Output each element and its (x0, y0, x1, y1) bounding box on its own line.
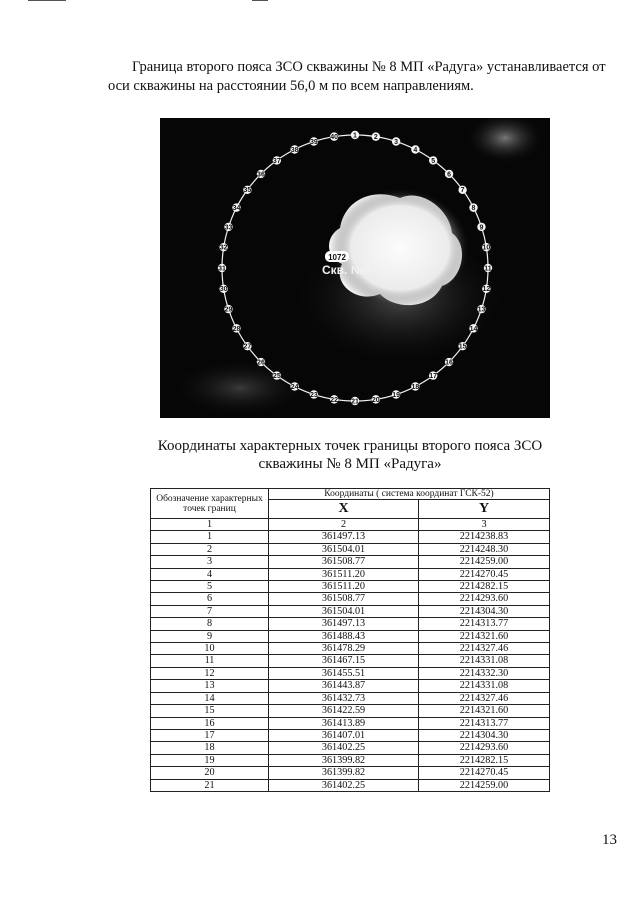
boundary-point-label: 29 (224, 306, 233, 314)
point-number-cell: 7 (151, 605, 269, 617)
boundary-point-label: 19 (392, 391, 400, 399)
boundary-point-label: 26 (257, 359, 265, 367)
boundary-point-label: 24 (290, 383, 299, 391)
table-row (151, 643, 550, 655)
well-number: 1072 (328, 253, 346, 262)
point-number-cell: 20 (151, 767, 269, 779)
x-coordinate-cell: 361432.73 (269, 692, 419, 704)
boundary-point-label: 22 (330, 396, 339, 404)
x-coordinate-cell: 361407.01 (269, 729, 419, 741)
y-coordinate-cell: 2214313.77 (419, 717, 550, 729)
y-coordinate-cell: 2214282.15 (419, 754, 550, 766)
point-number-cell: 3 (151, 556, 269, 568)
x-coordinate-cell: 361443.87 (269, 680, 419, 692)
table-row (151, 556, 550, 568)
header-x: X (269, 500, 419, 519)
boundary-point-label: 38 (290, 146, 299, 154)
table-row (151, 581, 550, 593)
boundary-point-label: 1 (353, 132, 357, 140)
boundary-point-label: 27 (243, 343, 252, 351)
boundary-point-label: 11 (484, 265, 492, 273)
y-coordinate-cell: 2214313.77 (419, 618, 550, 630)
map-canvas (160, 118, 550, 418)
point-number-cell: 8 (151, 618, 269, 630)
boundary-point-label: 34 (232, 205, 241, 213)
point-number-cell: 9 (151, 630, 269, 642)
y-coordinate-cell: 2214259.00 (419, 556, 550, 568)
y-coordinate-cell: 2214282.15 (419, 581, 550, 593)
intro-paragraph (108, 58, 618, 96)
table-row (151, 593, 550, 605)
boundary-point-label: 18 (411, 383, 420, 391)
point-number-cell: 1 (151, 531, 269, 543)
table-row (151, 568, 550, 580)
boundary-point-label: 7 (460, 187, 465, 195)
table-index-row (151, 519, 550, 531)
index-cell: 3 (419, 519, 550, 531)
boundary-point-label: 30 (219, 286, 228, 294)
point-number-cell: 17 (151, 729, 269, 741)
y-coordinate-cell: 2214327.46 (419, 643, 550, 655)
boundary-point-label: 36 (257, 171, 265, 179)
boundary-point-label: 28 (232, 325, 241, 333)
y-coordinate-cell: 2214259.00 (419, 779, 550, 791)
boundary-point-label: 12 (482, 286, 491, 294)
y-coordinate-cell: 2214331.08 (419, 655, 550, 667)
point-number-cell: 2 (151, 543, 269, 555)
boundary-point-label: 8 (471, 205, 476, 213)
boundary-point-label: 15 (458, 343, 467, 351)
y-coordinate-cell: 2214321.60 (419, 705, 550, 717)
x-coordinate-cell: 361497.13 (269, 618, 419, 630)
satellite-map-image (160, 118, 550, 418)
boundary-point-label: 2 (373, 134, 378, 142)
map-gray-area-bottom (170, 358, 310, 418)
table-row (151, 754, 550, 766)
x-coordinate-cell: 361455.51 (269, 667, 419, 679)
point-number-cell: 12 (151, 667, 269, 679)
boundary-point-label: 10 (482, 244, 491, 252)
y-coordinate-cell: 2214293.60 (419, 593, 550, 605)
page-number: 13 (602, 832, 617, 848)
y-coordinate-cell: 2214270.45 (419, 767, 550, 779)
x-coordinate-cell: 361508.77 (269, 556, 419, 568)
table-row (151, 742, 550, 754)
table-row (151, 543, 550, 555)
boundary-point-label: 17 (429, 372, 438, 380)
header-coordinates: Координаты ( система координат ГСК-52) (269, 489, 550, 500)
boundary-point-label: 13 (477, 306, 486, 314)
table-row (151, 705, 550, 717)
boundary-point-label: 32 (219, 244, 228, 252)
boundary-point-label: 35 (243, 187, 252, 195)
index-cell: 1 (151, 519, 269, 531)
y-coordinate-cell: 2214248.30 (419, 543, 550, 555)
boundary-point-label: 4 (413, 146, 418, 154)
y-coordinate-cell: 2214331.08 (419, 680, 550, 692)
table-row (151, 680, 550, 692)
y-coordinate-cell: 2214293.60 (419, 742, 550, 754)
boundary-point-label: 37 (272, 157, 281, 165)
well-label: Скв. №8 (322, 263, 371, 277)
table-row (151, 779, 550, 791)
boundary-point-label: 40 (330, 134, 339, 142)
x-coordinate-cell: 361511.20 (269, 568, 419, 580)
boundary-point-label: 21 (351, 398, 359, 406)
header-designation: Обозначение характерных точек границ (151, 489, 269, 519)
y-coordinate-cell: 2214270.45 (419, 568, 550, 580)
point-number-cell: 10 (151, 643, 269, 655)
point-number-cell: 4 (151, 568, 269, 580)
table-title-line1: Координаты характерных точек границы второго пояса ЗСО (157, 438, 543, 454)
point-number-cell: 14 (151, 692, 269, 704)
table-title-line2: скважины № 8 МП «Радуга» (258, 456, 442, 472)
index-cell: 2 (269, 519, 419, 531)
table-row (151, 717, 550, 729)
table-row (151, 667, 550, 679)
coordinates-table (150, 488, 550, 792)
point-number-cell: 13 (151, 680, 269, 692)
point-number-cell: 19 (151, 754, 269, 766)
x-coordinate-cell: 361508.77 (269, 593, 419, 605)
boundary-point-label: 39 (310, 138, 318, 146)
y-coordinate-cell: 2214327.46 (419, 692, 550, 704)
x-coordinate-cell: 361422.59 (269, 705, 419, 717)
y-coordinate-cell: 2214321.60 (419, 630, 550, 642)
map-white-glow (330, 188, 470, 308)
boundary-point-label: 33 (224, 224, 233, 232)
boundary-point-label: 20 (371, 396, 380, 404)
table-body (151, 531, 550, 792)
x-coordinate-cell: 361413.89 (269, 717, 419, 729)
point-number-cell: 5 (151, 581, 269, 593)
point-number-cell: 15 (151, 705, 269, 717)
x-coordinate-cell: 361399.82 (269, 754, 419, 766)
boundary-point-label: 3 (394, 138, 399, 146)
point-number-cell: 18 (151, 742, 269, 754)
boundary-point-label: 16 (445, 359, 453, 367)
table-row (151, 729, 550, 741)
y-coordinate-cell: 2214304.30 (419, 605, 550, 617)
point-number-cell: 6 (151, 593, 269, 605)
boundary-point-label: 14 (469, 325, 478, 333)
scan-mark-left (28, 0, 66, 1)
table-header-row-1 (151, 489, 550, 500)
boundary-point-label: 6 (447, 171, 451, 179)
boundary-point-label: 31 (218, 265, 226, 273)
table-row (151, 531, 550, 543)
point-number-cell: 21 (151, 779, 269, 791)
table-row (151, 618, 550, 630)
point-number-cell: 16 (151, 717, 269, 729)
x-coordinate-cell: 361399.82 (269, 767, 419, 779)
scan-mark-mid (252, 0, 268, 1)
x-coordinate-cell: 361402.25 (269, 779, 419, 791)
y-coordinate-cell: 2214332.30 (419, 667, 550, 679)
x-coordinate-cell: 361467.15 (269, 655, 419, 667)
x-coordinate-cell: 361504.01 (269, 543, 419, 555)
x-coordinate-cell: 361402.25 (269, 742, 419, 754)
table-title (130, 437, 570, 473)
y-coordinate-cell: 2214238.83 (419, 531, 550, 543)
x-coordinate-cell: 361504.01 (269, 605, 419, 617)
boundary-point-label: 5 (431, 157, 436, 165)
table-row (151, 767, 550, 779)
point-number-cell: 11 (151, 655, 269, 667)
intro-text: Граница второго пояса ЗСО скважины № 8 МП «Радуга» устанавливается от оси скважины на расстоянии 56,0 м по всем направлениям. (108, 59, 606, 94)
table-row (151, 655, 550, 667)
x-coordinate-cell: 361497.13 (269, 531, 419, 543)
boundary-point-label: 25 (272, 372, 281, 380)
x-coordinate-cell: 361511.20 (269, 581, 419, 593)
boundary-point-label: 23 (310, 391, 318, 399)
y-coordinate-cell: 2214304.30 (419, 729, 550, 741)
header-y: Y (419, 500, 550, 519)
boundary-point-label: 9 (479, 224, 484, 232)
table-row (151, 605, 550, 617)
table-row (151, 692, 550, 704)
x-coordinate-cell: 361488.43 (269, 630, 419, 642)
x-coordinate-cell: 361478.29 (269, 643, 419, 655)
table-row (151, 630, 550, 642)
